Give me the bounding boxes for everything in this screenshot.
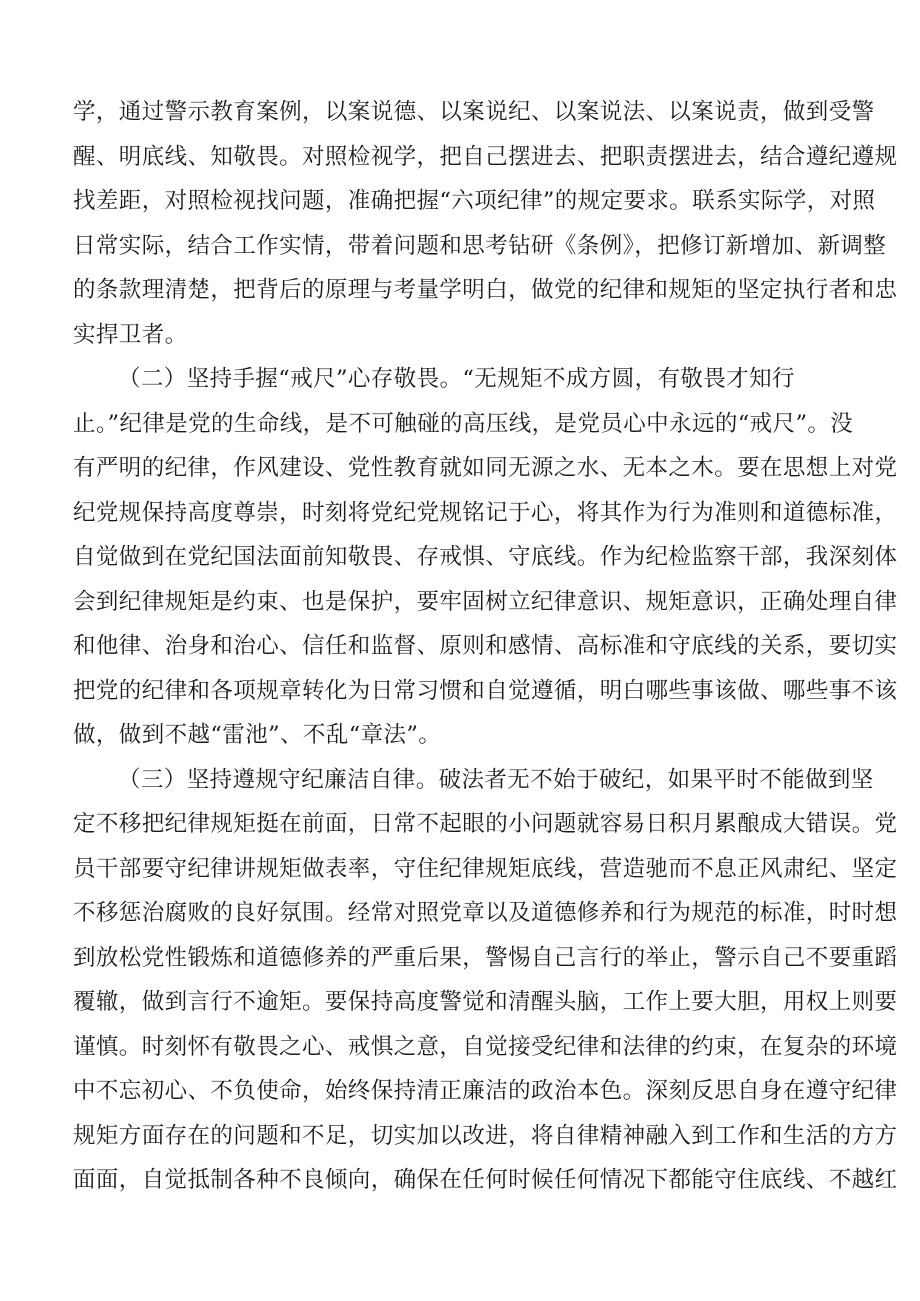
- text-line: 有严明的纪律，作风建设、党性教育就如同无源之水、无本之木。要在思想上对党: [73, 455, 898, 481]
- text-line: 定不移把纪律规矩挺在前面，日常不起眼的小问题就容易日积月累酿成大错误。党: [73, 811, 898, 837]
- text-line: 员干部要守纪律讲规矩做表率，守住纪律规矩底线，营造驰而不息正风肃纪、坚定: [73, 856, 898, 882]
- text-line: 实捍卫者。: [73, 322, 188, 348]
- text-line: 中不忘初心、不负使命，始终保持清正廉洁的政治本色。深刻反思自身在遵守纪律: [73, 1078, 898, 1104]
- text-line: 和他律、治身和治心、信任和监督、原则和感情、高标准和守底线的关系，要切实: [73, 633, 898, 659]
- text-line: 不移惩治腐败的良好氛围。经常对照党章以及道德修养和行为规范的标准，时时想: [73, 900, 898, 926]
- text-line: 自觉做到在党纪国法面前知敬畏、存戒惧、守底线。作为纪检监察干部，我深刻体: [73, 544, 898, 570]
- text-line: 纪党规保持高度尊崇，时刻将党纪党规铭记于心，将其作为行为准则和道德标准，: [73, 500, 898, 526]
- text-line: 规矩方面存在的问题和不足，切实加以改进，将自律精神融入到工作和生活的方方: [73, 1123, 898, 1149]
- text-line: 谨慎。时刻怀有敬畏之心、戒惧之意，自觉接受纪律和法律的约束，在复杂的环境: [73, 1034, 898, 1060]
- section-heading-3: （三）坚持遵规守纪廉洁自律。破法者无不始于破纪，如果平时不能做到坚: [118, 767, 874, 793]
- text-line: 把党的纪律和各项规章转化为日常习惯和自觉遵循，明白哪些事该做、哪些事不该: [73, 678, 898, 704]
- text-line: 做，做到不越“雷池”、不乱“章法”。: [73, 722, 442, 748]
- text-line: 醒、明底线、知敬畏。对照检视学，把自己摆进去、把职责摆进去，结合遵纪遵规: [73, 144, 898, 170]
- text-line: 日常实际，结合工作实情，带着问题和思考钻研《条例》，把修订新增加、新调整: [73, 233, 887, 259]
- text-line: 覆辙，做到言行不逾矩。要保持高度警觉和清醒头脑，工作上要大胆，用权上则要: [73, 989, 898, 1015]
- text-line: 找差距，对照检视找问题，准确把握“六项纪律”的规定要求。联系实际学，对照: [73, 188, 876, 214]
- text-line: 到放松党性锻炼和道德修养的严重后果，警惕自己言行的举止，警示自己不要重蹈: [73, 945, 898, 971]
- text-line: 会到纪律规矩是约束、也是保护，要牢固树立纪律意识、规矩意识，正确处理自律: [73, 589, 898, 615]
- text-line: 面面，自觉抵制各种不良倾向，确保在任何时候任何情况下都能守住底线、不越红: [73, 1167, 898, 1193]
- text-line: 学，通过警示教育案例，以案说德、以案说纪、以案说法、以案说责，做到受警: [73, 99, 875, 125]
- text-line: 止。”纪律是党的生命线，是不可触碰的高压线，是党员心中永远的“戒尺”。没: [73, 411, 854, 437]
- text-line: 的条款理清楚，把背后的原理与考量学明白，做党的纪律和规矩的坚定执行者和忠: [73, 277, 898, 303]
- section-heading-2: （二）坚持手握“戒尺”心存敬畏。“无规矩不成方圆，有敬畏才知行: [118, 366, 795, 392]
